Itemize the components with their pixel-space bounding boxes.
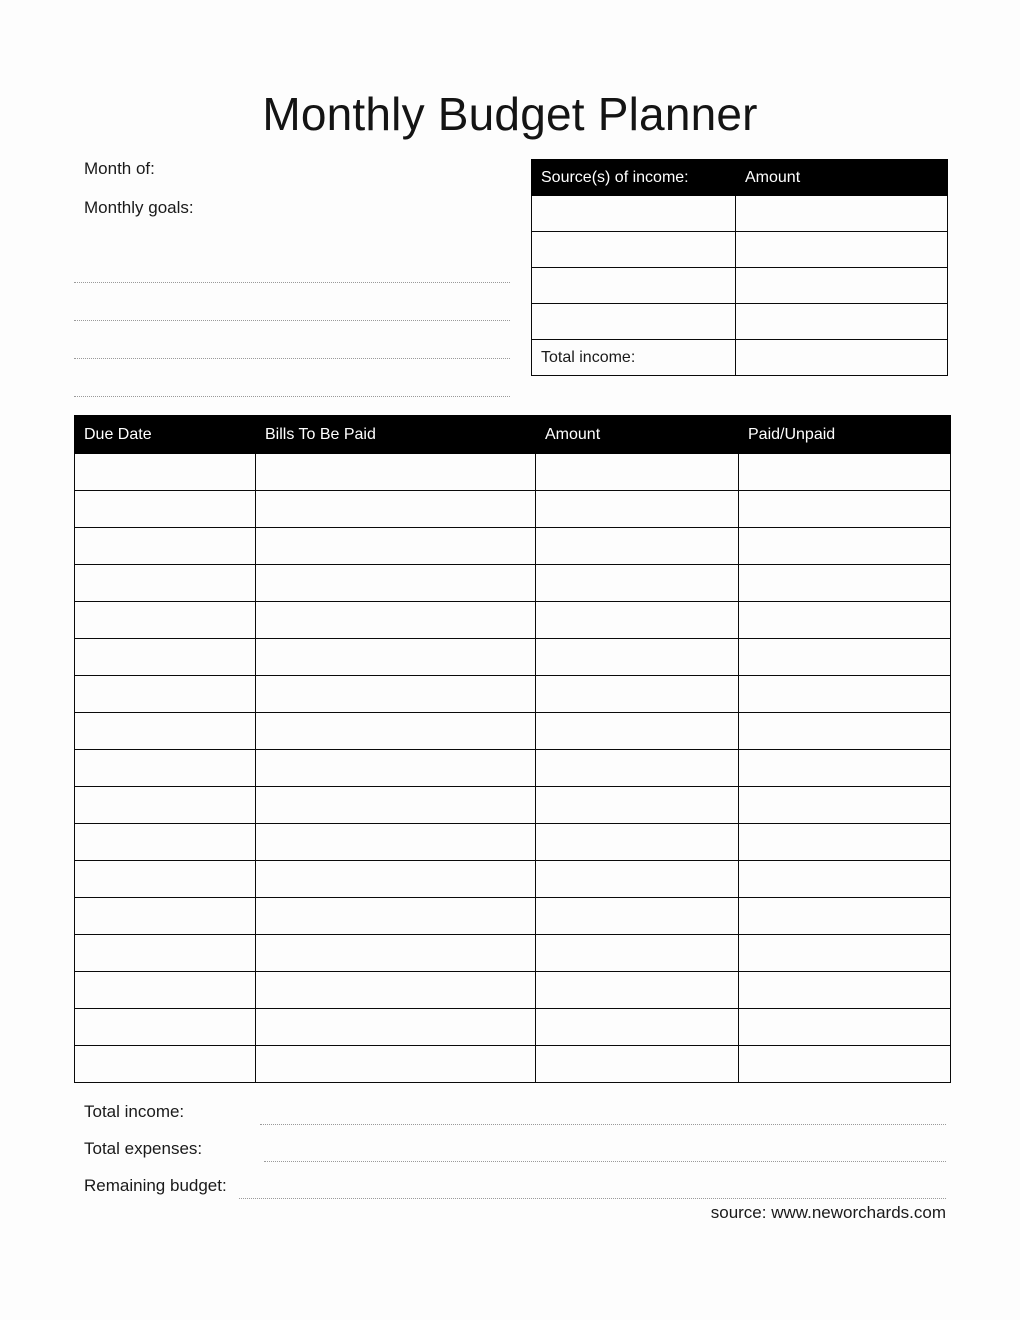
bill-name-cell[interactable] [256, 898, 536, 935]
due-date-cell[interactable] [75, 1009, 256, 1046]
goal-write-line[interactable] [74, 321, 510, 359]
bill-amount-cell[interactable] [536, 713, 739, 750]
table-row [75, 861, 951, 898]
due-date-cell[interactable] [75, 602, 256, 639]
bill-name-cell[interactable] [256, 861, 536, 898]
income-amount-cell[interactable] [736, 304, 948, 340]
bill-amount-cell[interactable] [536, 491, 739, 528]
income-source-cell[interactable] [532, 196, 736, 232]
table-row [532, 196, 948, 232]
income-amount-cell[interactable] [736, 196, 948, 232]
due-date-cell[interactable] [75, 639, 256, 676]
paid-unpaid-cell[interactable] [739, 713, 951, 750]
due-date-cell[interactable] [75, 750, 256, 787]
bill-name-cell[interactable] [256, 602, 536, 639]
total-income-label: Total income: [84, 1102, 185, 1121]
income-amount-cell[interactable] [736, 268, 948, 304]
bill-amount-cell[interactable] [536, 898, 739, 935]
bill-amount-cell[interactable] [536, 824, 739, 861]
bills-table-header-row [75, 416, 951, 454]
table-row [75, 454, 951, 491]
bill-amount-cell[interactable] [536, 1046, 739, 1083]
due-date-cell[interactable] [75, 787, 256, 824]
paid-unpaid-cell[interactable] [739, 676, 951, 713]
bill-amount-cell[interactable] [536, 861, 739, 898]
bill-name-cell[interactable] [256, 454, 536, 491]
table-row [75, 750, 951, 787]
bill-name-cell[interactable] [256, 1046, 536, 1083]
due-date-cell[interactable] [75, 935, 256, 972]
income-source-cell[interactable] [532, 304, 736, 340]
table-row [75, 1046, 951, 1083]
paid-unpaid-cell[interactable] [739, 1009, 951, 1046]
table-row [75, 824, 951, 861]
bill-amount-cell[interactable] [536, 787, 739, 824]
table-row [75, 713, 951, 750]
due-date-cell[interactable] [75, 972, 256, 1009]
bill-name-cell[interactable] [256, 676, 536, 713]
bills-to-be-paid-table [74, 415, 951, 1083]
bills-header-paid-unpaid-label: Paid/Unpaid [748, 425, 836, 443]
total-expenses-label: Total expenses: [84, 1139, 203, 1158]
paid-unpaid-cell[interactable] [739, 935, 951, 972]
paid-unpaid-cell[interactable] [739, 750, 951, 787]
bill-name-cell[interactable] [256, 1009, 536, 1046]
bill-name-cell[interactable] [256, 972, 536, 1009]
bill-name-cell[interactable] [256, 824, 536, 861]
table-row [532, 304, 948, 340]
bill-amount-cell[interactable] [536, 750, 739, 787]
table-row [532, 232, 948, 268]
page-title: Monthly Budget Planner [262, 87, 758, 140]
income-source-cell[interactable] [532, 268, 736, 304]
due-date-cell[interactable] [75, 565, 256, 602]
bill-name-cell[interactable] [256, 750, 536, 787]
income-sources-table [531, 159, 948, 376]
remaining-budget-label: Remaining budget: [84, 1176, 227, 1195]
paid-unpaid-cell[interactable] [739, 861, 951, 898]
income-source-cell[interactable] [532, 232, 736, 268]
table-row [75, 491, 951, 528]
due-date-cell[interactable] [75, 713, 256, 750]
income-amount-cell[interactable] [736, 232, 948, 268]
bill-name-cell[interactable] [256, 528, 536, 565]
due-date-cell[interactable] [75, 1046, 256, 1083]
bills-header-due-date [75, 416, 256, 454]
income-total-row [532, 340, 948, 376]
income-header-source-label: Source(s) of income: [541, 168, 689, 186]
bill-name-cell[interactable] [256, 935, 536, 972]
paid-unpaid-cell[interactable] [739, 1046, 951, 1083]
paid-unpaid-cell[interactable] [739, 565, 951, 602]
bill-amount-cell[interactable] [536, 565, 739, 602]
due-date-cell[interactable] [75, 824, 256, 861]
table-row [75, 602, 951, 639]
paid-unpaid-cell[interactable] [739, 972, 951, 1009]
summary-row-total-expenses [74, 1125, 946, 1162]
total-expenses-input-line[interactable] [264, 1160, 946, 1162]
income-header-amount [736, 160, 948, 196]
due-date-cell[interactable] [75, 861, 256, 898]
bills-header-amount [536, 416, 739, 454]
bill-amount-cell[interactable] [536, 935, 739, 972]
bills-table-body [75, 454, 951, 1083]
income-total-label [532, 340, 736, 376]
table-row [75, 935, 951, 972]
income-table-body [532, 196, 948, 376]
bills-header-amount-label: Amount [545, 425, 601, 443]
table-row [532, 268, 948, 304]
bill-name-cell[interactable] [256, 565, 536, 602]
paid-unpaid-cell[interactable] [739, 898, 951, 935]
bill-amount-cell[interactable] [536, 1009, 739, 1046]
total-income-input-line[interactable] [260, 1123, 946, 1125]
summary-row-total-income [74, 1088, 946, 1125]
paid-unpaid-cell[interactable] [739, 824, 951, 861]
monthly-goals-label: Monthly goals: [84, 198, 194, 217]
table-row [75, 565, 951, 602]
bill-name-cell[interactable] [256, 787, 536, 824]
income-total-value-cell[interactable] [736, 340, 948, 376]
paid-unpaid-cell[interactable] [739, 491, 951, 528]
due-date-cell[interactable] [75, 528, 256, 565]
bill-amount-cell[interactable] [536, 972, 739, 1009]
month-of-label: Month of: [84, 159, 155, 178]
monthly-goals-lines [74, 245, 510, 397]
bill-name-cell[interactable] [256, 491, 536, 528]
table-row [75, 972, 951, 1009]
bills-header-bills-label: Bills To Be Paid [265, 425, 376, 443]
paid-unpaid-cell[interactable] [739, 528, 951, 565]
table-row [75, 898, 951, 935]
table-row [75, 787, 951, 824]
table-row [75, 1009, 951, 1046]
paid-unpaid-cell[interactable] [739, 602, 951, 639]
bill-amount-cell[interactable] [536, 528, 739, 565]
due-date-cell[interactable] [75, 454, 256, 491]
month-goals-block [74, 160, 514, 216]
bills-header-paid-unpaid [739, 416, 951, 454]
remaining-budget-input-line[interactable] [239, 1197, 946, 1199]
paid-unpaid-cell[interactable] [739, 639, 951, 676]
bill-amount-cell[interactable] [536, 602, 739, 639]
income-table-header-row [532, 160, 948, 196]
paid-unpaid-cell[interactable] [739, 454, 951, 491]
bill-amount-cell[interactable] [536, 454, 739, 491]
summary-row-remaining-budget [74, 1162, 946, 1199]
bills-header-bills [256, 416, 536, 454]
bill-amount-cell[interactable] [536, 676, 739, 713]
bills-header-due-date-label: Due Date [84, 425, 152, 443]
goal-write-line[interactable] [74, 283, 510, 321]
goal-write-line[interactable] [74, 245, 510, 283]
goal-write-line[interactable] [74, 359, 510, 397]
table-row [75, 639, 951, 676]
due-date-cell[interactable] [75, 491, 256, 528]
table-row [75, 528, 951, 565]
summary-section [74, 1088, 946, 1199]
income-header-amount-label: Amount [745, 168, 801, 186]
bill-amount-cell[interactable] [536, 639, 739, 676]
due-date-cell[interactable] [75, 898, 256, 935]
bill-name-cell[interactable] [256, 713, 536, 750]
source-attribution: source: www.neworchards.com [710, 1203, 946, 1222]
income-total-label-text: Total income: [541, 348, 636, 366]
bill-name-cell[interactable] [256, 639, 536, 676]
paid-unpaid-cell[interactable] [739, 787, 951, 824]
income-header-source [532, 160, 736, 196]
table-row [75, 676, 951, 713]
due-date-cell[interactable] [75, 676, 256, 713]
